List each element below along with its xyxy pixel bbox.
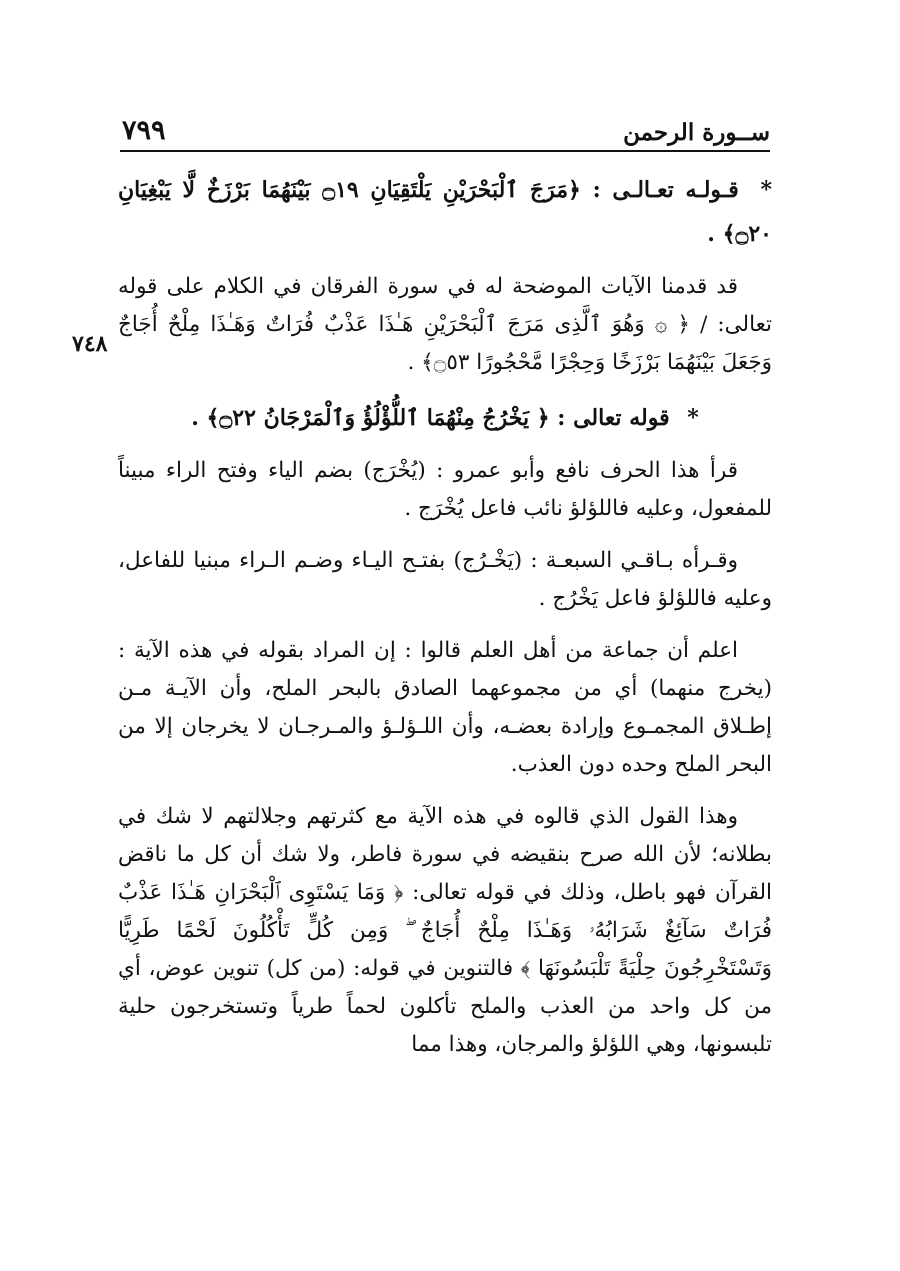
star-marker: * [760,177,772,203]
page-header [122,112,770,146]
page-body [118,168,772,1078]
margin-reference: ٧٤٨ [72,331,108,357]
quran-quote: ﴿مَرَجَ ٱلْبَحْرَيْنِ يَلْتَقِيَانِ ۝١٩ بَيْنَهُمَا بَرْزَخٌ لَّا يَبْغِيَانِ ۝٢٠﴾ . [118,177,772,247]
chapter-title: ســورة الرحمن [623,119,770,146]
quran-quote: ﴿ يَخْرُجُ مِنْهُمَا ٱللُّؤْلُؤُ وَٱلْمَرْجَانُ ۝٢٢﴾ . [191,405,550,431]
paragraph: وقـرأه بـاقـي السبعـة : (يَخْـرُج) بفتـح اليـاء وضـم الـراء مبنيا للفاعل، وعليه فاللؤلؤ فاعل يَخْرُج . [118,548,772,611]
paragraph: وهذا القول الذي قالوه في هذه الآية مع كثرتهم وجلالتهم لا شك في بطلانه؛ لأن الله صرح بنقيضه في سورة فاطر، ولا شك أن كل ما ناقض القرآن فهو باطل، وذلك في قوله تعالى: ﴿ وَمَا يَسْتَوِى ٱلْبَحْرَانِ هَـٰذَا عَذْبٌ فُرَاتٌ سَآئِغٌ شَرَابُهُۥ وَهَـٰذَا مِلْحٌ أُجَاجٌ ۖ وَمِن كُلٍّ تَأْكُلُونَ لَحْمًا طَرِيًّا وَتَسْتَخْرِجُونَ حِلْيَةً تَلْبَسُونَهَا ﴾ فالتنوين في قوله: (من كل) تنوين عوض، أي من كل واحد من العذب والملح تأكلون لحماً طرياً وتستخرجون حلية تلبسونها، وهي اللؤلؤ والمرجان، وهذا مما [118,804,772,1057]
heading-label: قـولـه تعـالـى : [592,177,739,203]
header-rule [120,150,770,152]
verse-heading [118,396,772,440]
page-number: ٧٩٩ [122,115,166,146]
heading-label: قوله تعالى : [557,405,670,431]
paragraph: اعلم أن جماعة من أهل العلم قالوا : إن المراد بقوله في هذه الآية : (يخرج منهما) أي من مجموعهما الصادق بالبحر الملح، وأن الآيـة مـن إطـلاق المجمـوع وإرادة بعضـه، وأن اللـؤلـؤ والمـرجـان لا يخرجان إلا من البحر الملح وحده دون العذب. [118,638,772,777]
star-marker: * [687,405,699,431]
verse-heading [118,168,772,256]
paragraph: قرأ هذا الحرف نافع وأبو عمرو : (يُخْرَج) بضم الياء وفتح الراء مبيناً للمفعول، وعليه فاللؤلؤ نائب فاعل يُخْرَج . [118,458,772,521]
paragraph: قد قدمنا الآيات الموضحة له في سورة الفرقان في الكلام على قوله تعالى: / ﴿ ۞ وَهُوَ ٱلَّذِى مَرَجَ ٱلْبَحْرَيْنِ هَـٰذَا عَذْبٌ فُرَاتٌ وَهَـٰذَا مِلْحٌ أُجَاجٌ وَجَعَلَ بَيْنَهُمَا بَرْزَخًا وَحِجْرًا مَّحْجُورًا ۝٥٣﴾ . [118,274,772,375]
